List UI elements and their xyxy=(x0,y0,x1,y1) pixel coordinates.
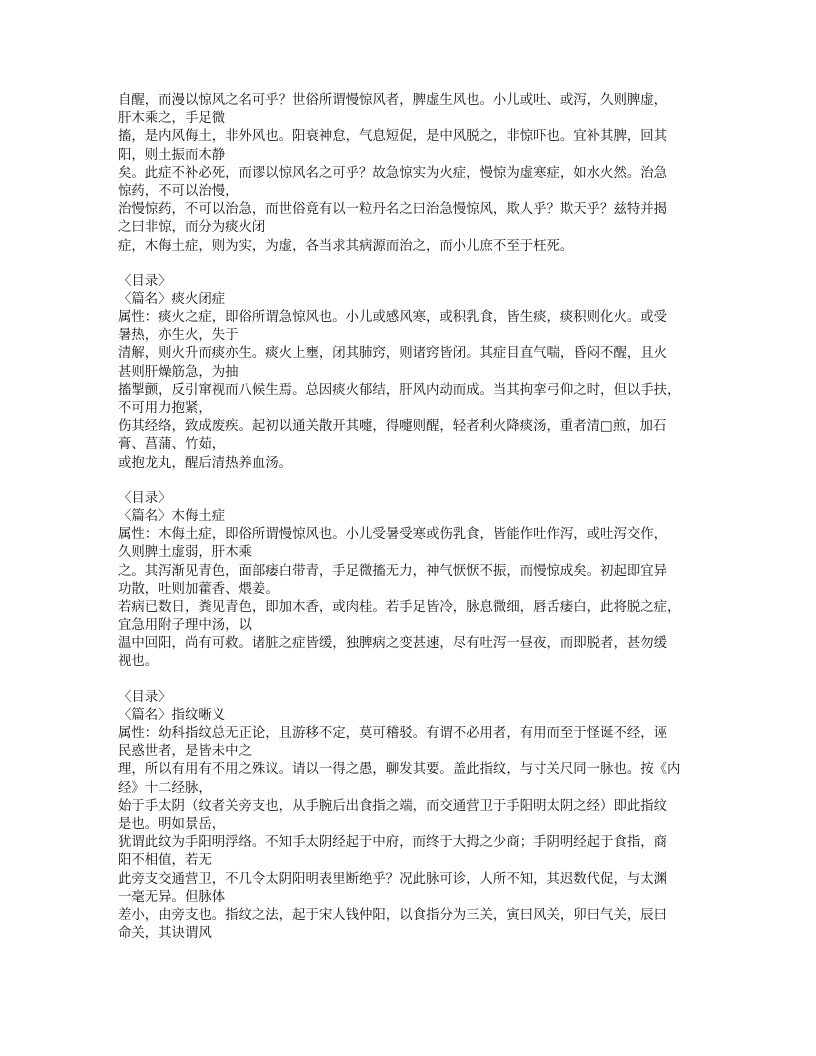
text-line: 命关，其诀谓风 xyxy=(118,926,212,942)
text-line: 民惑世者，是皆未中之 xyxy=(118,744,252,760)
text-line: 症，木侮土症，则为实，为虚，各当求其病源而治之，而小儿庶不至于枉死。 xyxy=(118,238,574,254)
text-line: 经》十二经脉， xyxy=(118,780,212,796)
text-line: 〈目录〉 xyxy=(118,490,172,506)
text-line: 阳，则土振而木静 xyxy=(118,147,226,163)
text-line: 〈目录〉 xyxy=(118,689,172,705)
text-line: 或抱龙丸，醒后清热养血汤。 xyxy=(118,455,293,471)
text-line: 清解，则火升而痰亦生。痰火上壅，闭其肺窍，则诸窍皆闭。其症目直气喘，昏闷不醒，且火 xyxy=(118,346,668,362)
text-line: 伤其经络，致成废疾。起初以通关散开其嚏，得嚏则醒，轻者利火降痰汤，重者清□煎，加石 xyxy=(118,419,667,435)
text-line: 属性：幼科指纹总无正论，且游移不定，莫可稽驳。有谓不必用者，有用而至于怪诞不经，诬 xyxy=(118,726,668,741)
document-section xyxy=(118,689,718,944)
text-line: 〈篇名〉痰火闭症 xyxy=(118,291,226,307)
text-line: 膏、菖蒲、竹茹， xyxy=(118,437,226,453)
text-line: 始于手太阴（纹者关旁支也，从手腕后出食指之端，而交通营卫于手阳明太阴之经）即此指纹 xyxy=(118,798,668,814)
text-line: 犹谓此纹为手阳明浮络。不知手太阴经起于中府，而终于大拇之少商；手阴明经起于食指，商 xyxy=(118,835,668,851)
text-line: 若病已数日，粪见青色，即加木香，或肉桂。若手足皆冷，脉息微细，唇舌痿白，此将脱之症， xyxy=(118,599,681,615)
text-line: 甚则肝燥筋急，为抽 xyxy=(118,364,239,380)
text-line: 〈篇名〉指纹晰义 xyxy=(118,707,226,723)
text-line: 暑热，亦生火，失于 xyxy=(118,328,239,344)
text-line: 〈目录〉 xyxy=(118,273,172,289)
text-line: 矣。此症不补必死，而谬以惊风名之可乎？故急惊实为火症，慢惊为虚寒症，如水火然。治急 xyxy=(118,165,668,181)
text-line: 功散，吐则加藿香、煨姜。 xyxy=(118,581,279,597)
text-line: 一毫无异。但脉体 xyxy=(118,889,226,905)
text-line: 不可用力抱紧， xyxy=(118,401,212,416)
document-section xyxy=(118,92,718,256)
document-page xyxy=(118,92,718,960)
text-line: 搐掣颤，反引窜视而八候生焉。总因痰火郁结，肝风内动而成。当其拘挛弓仰之时，但以手扶， xyxy=(118,382,681,398)
text-line: 属性：木侮土症，即俗所谓慢惊风也。小儿受暑受寒或伤乳食，皆能作吐作泻，或吐泻交作， xyxy=(118,527,668,543)
text-line: 理，所以有用有不用之殊议。请以一得之愚，聊发其要。盖此指纹，与寸关尺同一脉也。按《内 xyxy=(118,762,681,778)
text-line: 自醒，而漫以惊风之名可乎？世俗所谓慢惊风者，脾虚生风也。小儿或吐、或泻，久则脾虚， xyxy=(118,93,668,108)
text-line: 之。其泻渐见青色，面部痿白带青，手足微搐无力，神气恹恹不振，而慢惊成矣。初起即宜异 xyxy=(118,563,668,579)
text-line: 阳不相值，若无 xyxy=(118,853,212,869)
text-line: 视也。 xyxy=(118,654,159,670)
text-line: 〈篇名〉木侮土症 xyxy=(118,508,226,524)
document-section xyxy=(118,490,718,672)
document-section xyxy=(118,273,718,473)
text-line: 肝木乘之，手足微 xyxy=(118,111,226,127)
text-line: 此旁支交通营卫，不几令太阴阳明表里断绝乎？况此脉可诊，人所不知，其迟数代促，与太渊 xyxy=(118,871,668,887)
text-line: 搐，是内风侮土，非外风也。阳衰神怠，气息短促，是中风脱之，非惊吓也。宜补其脾，回其 xyxy=(118,129,668,145)
text-line: 差小，由旁支也。指纹之法，起于宋人钱仲阳，以食指分为三关，寅曰风关，卯曰气关，辰曰 xyxy=(118,907,668,923)
text-line: 惊药，不可以治慢， xyxy=(118,183,239,199)
text-line: 是也。明如景岳， xyxy=(118,816,226,832)
text-line: 之曰非惊，而分为痰火闭 xyxy=(118,220,266,236)
text-line: 属性：痰火之症，即俗所谓急惊风也。小儿或感风寒，或积乳食，皆生痰，痰积则化火。或受 xyxy=(118,310,668,326)
text-line: 宜急用附子理中汤，以 xyxy=(118,618,252,634)
text-line: 治慢惊药，不可以治急，而世俗竟有以一粒丹名之曰治急慢惊风，欺人乎？欺天乎？兹特并揭 xyxy=(118,202,668,218)
text-line: 温中回阳，尚有可救。诸脏之症皆缓，独脾病之变甚速，尽有吐泻一昼夜，而即脱者，甚勿缓 xyxy=(118,636,668,652)
text-line: 久则脾土虚弱，肝木乘 xyxy=(118,545,252,561)
